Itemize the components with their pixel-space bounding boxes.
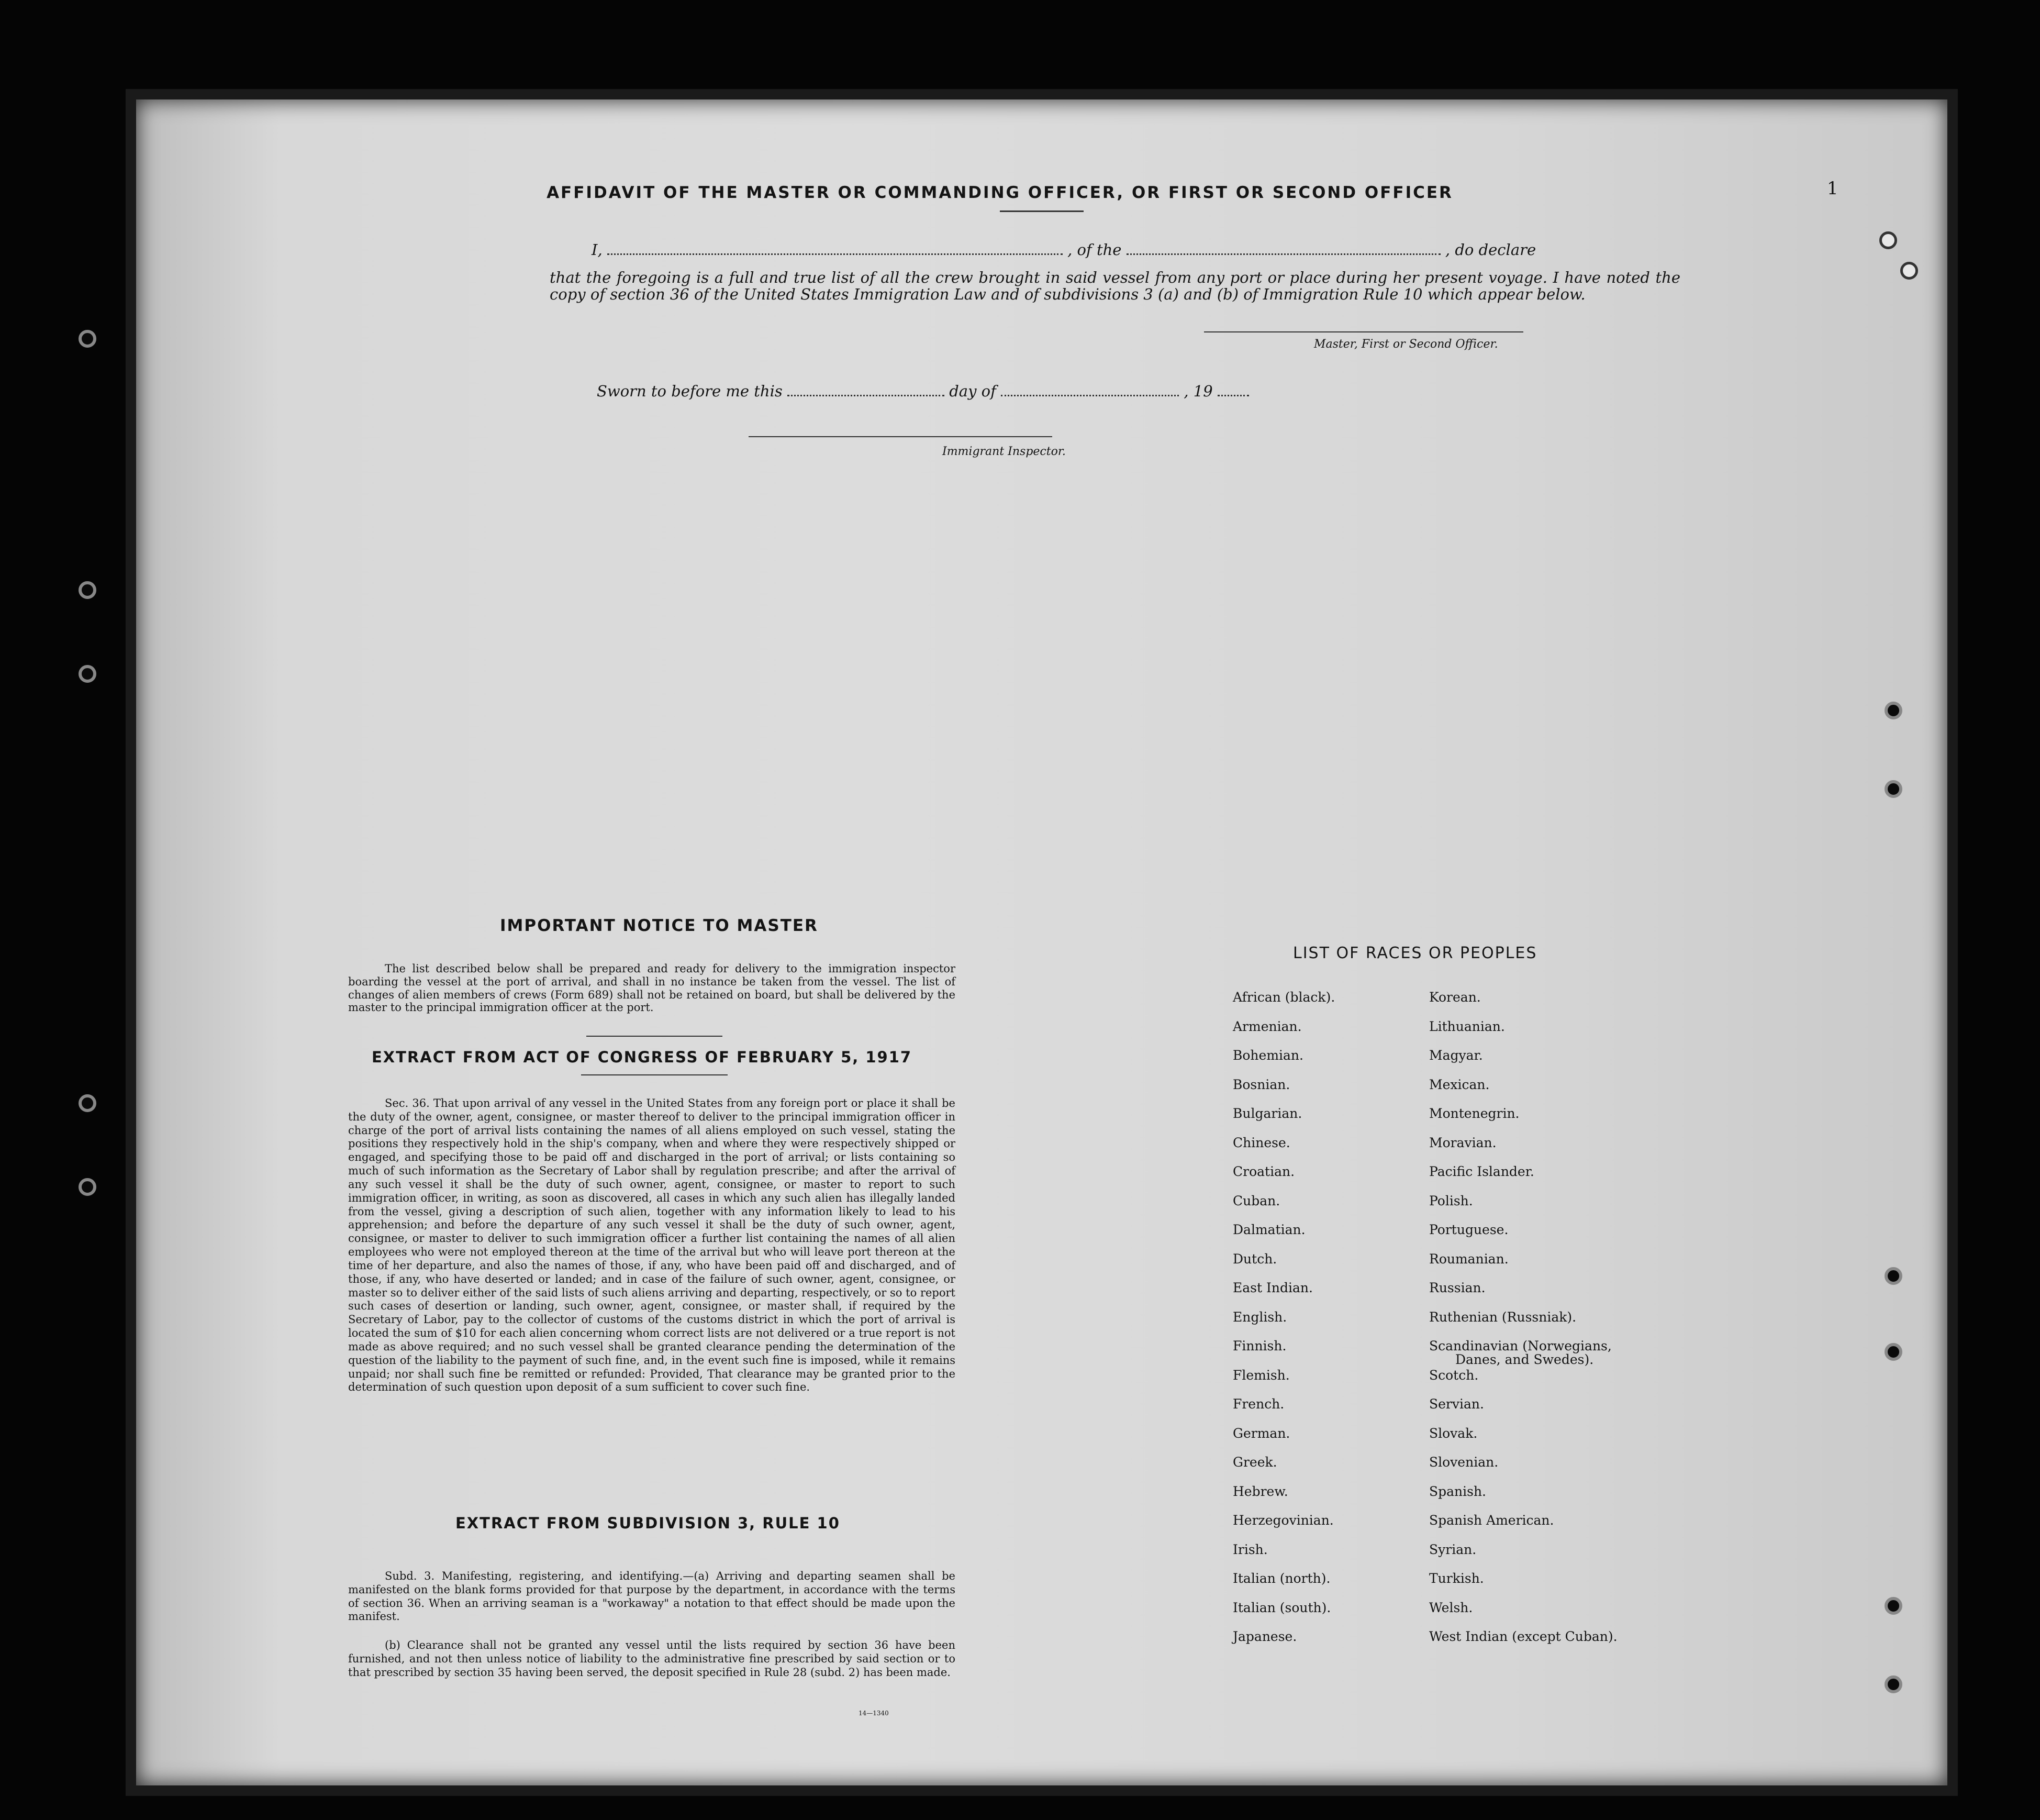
notice-text: The list described below shall be prepared and ready for delivery to the immigration inspector boarding the vessel at the port of arrival, and shall in no instance be taken from the vessel. The list of changes of alien members of crews (Form 689) shall not be retained on board, but shall be delivered by the master to the principal immigration officer at the port. (348, 962, 955, 1014)
race-item: Montenegrin. (1429, 1106, 1520, 1121)
title-underline (1000, 210, 1084, 212)
race-item: Portuguese. (1429, 1222, 1509, 1237)
race-item: Welsh. (1429, 1600, 1473, 1615)
race-item: East Indian. (1233, 1280, 1313, 1295)
binder-hole (1900, 262, 1918, 280)
binder-hole (1885, 702, 1902, 719)
race-item: Moravian. (1429, 1135, 1497, 1150)
race-item: French. (1233, 1396, 1285, 1412)
race-item: African (black). (1233, 990, 1335, 1005)
race-item: Chinese. (1233, 1135, 1290, 1150)
race-item: English. (1233, 1309, 1287, 1325)
extract-rule-title: EXTRACT FROM SUBDIVISION 3, RULE 10 (455, 1514, 840, 1532)
race-item: Magyar. (1429, 1048, 1483, 1063)
race-item: Korean. (1429, 990, 1481, 1005)
divider (581, 1074, 728, 1075)
sworn-line (597, 382, 1249, 400)
race-item: West Indian (except Cuban). (1429, 1629, 1618, 1644)
race-item: Spanish American. (1429, 1513, 1554, 1528)
race-item: Lithuanian. (1429, 1018, 1505, 1034)
declaration-line (592, 241, 1680, 259)
race-item: Russian. (1429, 1280, 1486, 1295)
sworn-label: Sworn to before me this (597, 382, 783, 400)
race-item: Turkish. (1429, 1571, 1484, 1586)
binder-hole (1885, 1597, 1902, 1615)
race-item-continuation: Danes, and Swedes). (1455, 1352, 1594, 1367)
race-item: Scandinavian (Norwegians, (1429, 1338, 1612, 1353)
binder-hole (1885, 1675, 1902, 1693)
race-item: Armenian. (1233, 1018, 1302, 1034)
day-of-label: day of (949, 382, 996, 400)
race-item: Finnish. (1233, 1338, 1287, 1353)
race-item: Croatian. (1233, 1164, 1295, 1179)
race-item: Syrian. (1429, 1541, 1477, 1557)
inspector-label: Immigrant Inspector. (942, 445, 1066, 458)
name-field[interactable] (607, 253, 1063, 255)
race-item: Dutch. (1233, 1251, 1277, 1267)
notice-title: IMPORTANT NOTICE TO MASTER (500, 916, 818, 935)
divider (586, 1036, 722, 1037)
race-item: Japanese. (1233, 1629, 1297, 1644)
binder-hole (79, 1094, 96, 1112)
race-item: Roumanian. (1429, 1251, 1509, 1267)
race-item: Servian. (1429, 1396, 1484, 1412)
race-item: Herzegovinian. (1233, 1513, 1334, 1528)
race-item: Bohemian. (1233, 1048, 1303, 1063)
binder-hole (1885, 780, 1902, 798)
extract-act-text: Sec. 36. That upon arrival of any vessel in the United States from any foreign port or place it shall be the duty of the owner, agent, consignee, or master thereof to deliver to the principal immigration officer in charge of the port of arrival lists containing the names of all aliens employed on such vessel, stating the positions they respectively hold in the ship's company, when and where they were respectively shipped or engaged, and specifying those to be paid off and discharged in the port of arrival; or lists containing so much of such information as the Secretary of Labor shall by regulation prescribe; and after the arrival of any such vessel it shall be the duty of such owner, agent, consignee, or master to report to such immigration officer, in writing, as soon as discovered, all cases in which any such alien has illegally landed from the vessel, giving a description of such alien, together with any information likely to lead to his apprehension; and before the departure of any such vessel it shall be the duty of such owner, agent, consignee, or master to deliver to such immigration officer a further list containing the names of all alien employees who were not employed thereon at the time of the arrival but who will leave port thereon at the time of her departure, and also the names of those, if any, who have been paid off and discharged, and of those, if any, who have deserted or landed; and in case of the failure of such owner, agent, consignee, or master so to deliver either of the said lists of such aliens arriving and departing, respectively, or so to report such cases of desertion or landing, such owner, agent, consignee, or master shall, if required by the Secretary of Labor, pay to the collector of customs of the customs district in which the port of arrival is located the sum of $10 for each alien concerning whom correct lists are not delivered or a true report is not made as above required; and no such vessel shall be granted clearance pending the determination of the question of the liability to the payment of such fine, and, in the event such fine is imposed, while it remains unpaid; nor shall such fine be remitted or refunded: Provided, That clearance may be granted prior to the determination of such question upon deposit of a sum sufficient to cover such fine. (348, 1097, 955, 1394)
binder-hole (79, 581, 96, 599)
race-item: Cuban. (1233, 1193, 1280, 1208)
signature-label: Master, First or Second Officer. (1314, 338, 1498, 351)
races-title: LIST OF RACES OR PEOPLES (1293, 944, 1537, 962)
race-item: Slovak. (1429, 1425, 1478, 1441)
binder-hole (79, 665, 96, 683)
race-item: Greek. (1233, 1455, 1277, 1470)
do-declare-label: , do declare (1445, 241, 1536, 259)
race-item: Mexican. (1429, 1077, 1490, 1092)
extract-rule-text-a: Subd. 3. Manifesting, registering, and identifying.—(a) Arriving and departing seamen shall be manifested on the blank forms provided for that purpose by the department, in accordance with the terms of section 36. When an arriving seaman is a "workaway" a notation to that effect should be made upon the manifest. (348, 1570, 955, 1623)
binder-hole (1885, 1267, 1902, 1285)
affidavit-title: AFFIDAVIT OF THE MASTER OR COMMANDING OFFICER, OR FIRST OR SECOND OFFICER (547, 183, 1453, 202)
vessel-field[interactable] (1127, 253, 1441, 255)
signature-line[interactable] (1204, 331, 1523, 332)
extract-act-title: EXTRACT FROM ACT OF CONGRESS OF FEBRUARY 5, 1917 (372, 1048, 912, 1066)
binder-hole (79, 330, 96, 348)
day-field[interactable] (787, 395, 944, 396)
i-label: I, (592, 241, 603, 259)
race-item: Dalmatian. (1233, 1222, 1306, 1237)
race-item: Polish. (1429, 1193, 1473, 1208)
form-number: 14—1340 (859, 1710, 889, 1717)
affidavit-body: that the foregoing is a full and true list of all the crew brought in said vessel from any port or place during her present voyage. I have noted the copy of section 36 of the United States Immigration Law and of subdivisions 3 (a) and (b) of Immigration Rule 10 which appear below. (550, 269, 1680, 303)
binder-hole (79, 1178, 96, 1196)
binder-hole (1885, 1343, 1902, 1361)
race-item: German. (1233, 1425, 1290, 1441)
year-field[interactable] (1218, 395, 1249, 396)
race-item: Slovenian. (1429, 1455, 1499, 1470)
year-label: , 19 (1184, 382, 1213, 400)
race-item: Hebrew. (1233, 1483, 1288, 1499)
race-item: Spanish. (1429, 1483, 1487, 1499)
race-item: Pacific Islander. (1429, 1164, 1534, 1179)
page-number: 1 (1827, 178, 1838, 199)
race-item: Italian (south). (1233, 1600, 1331, 1615)
binder-hole (1879, 231, 1897, 249)
extract-rule-text-b: (b) Clearance shall not be granted any vessel until the lists required by section 36 have been furnished, and not then unless notice of liability to the administrative fine prescribed by said section or to that prescribed by section 35 having been served, the deposit specified in Rule 28 (subd. 2) has been made. (348, 1639, 955, 1679)
race-item: Flemish. (1233, 1367, 1290, 1383)
race-item: Bulgarian. (1233, 1106, 1302, 1121)
race-item: Bosnian. (1233, 1077, 1290, 1092)
document-page (136, 99, 1947, 1785)
race-item: Italian (north). (1233, 1571, 1331, 1586)
inspector-line[interactable] (749, 436, 1052, 437)
month-field[interactable] (1001, 395, 1179, 396)
race-item: Scotch. (1429, 1367, 1479, 1383)
race-item: Ruthenian (Russniak). (1429, 1309, 1577, 1325)
race-item: Irish. (1233, 1541, 1268, 1557)
of-the-label: , of the (1067, 241, 1122, 259)
